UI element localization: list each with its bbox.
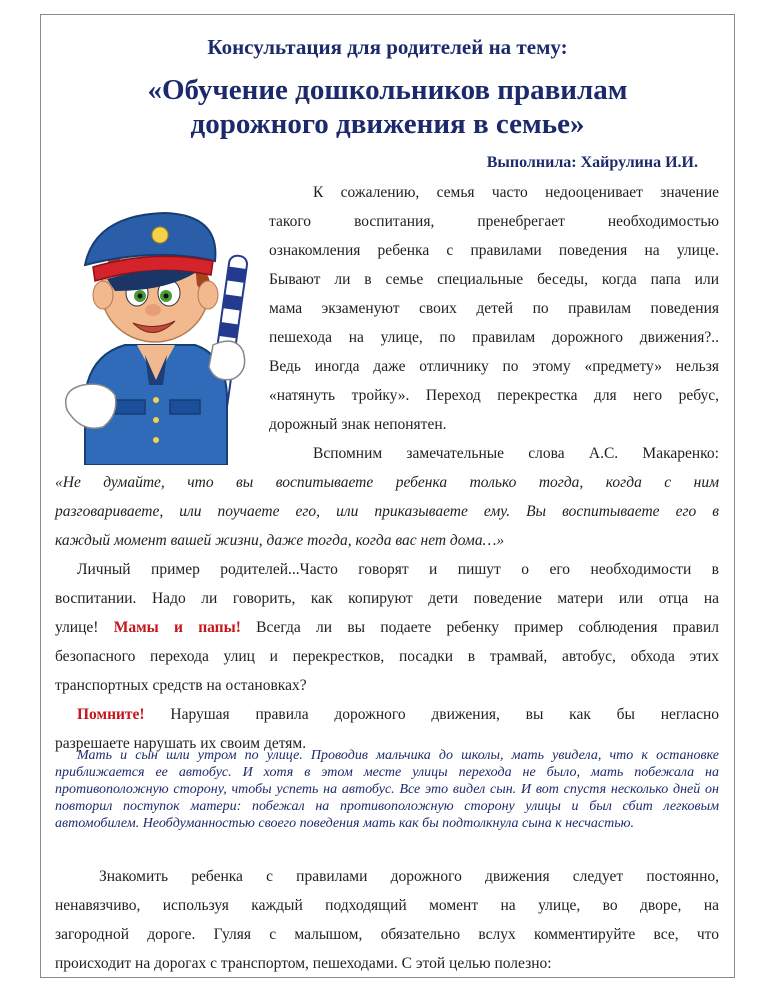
text-line: такого воспитания, пренебрегает необходимостью [269, 213, 719, 230]
text-line: Вспомним замечательные слова А.С. Макаренко: [313, 445, 719, 462]
text-line: Знакомить ребенка с правилами дорожного движения следует постоянно, [99, 868, 719, 885]
text-line: Ведь иногда даже отличнику по этому «предмету» нельзя [269, 358, 719, 375]
text-line: транспортных средств на остановках? [55, 677, 307, 694]
intro-column [269, 178, 719, 468]
text-line: безопасного перехода улиц и перекрестков, посадки в трамвай, автобус, обхода этих [55, 648, 719, 665]
author-credit: Выполнила: Хайрулина И.И. [486, 154, 698, 171]
text-line: Бывают ли в семье специальные беседы, когда папа или [269, 271, 719, 288]
text-line: «натянуть тройку». Переход перекрестка для него ребус, [269, 387, 719, 404]
text-line: пешехода на улице, по правилам дорожного движения?.. [269, 329, 719, 346]
text-line: ознакомления ребенка с правилами поведения на улице. [269, 242, 719, 259]
quote-line: каждый момент вашей жизни, даже тогда, когда вас нет дома…» [55, 532, 505, 549]
quote-line: разговариваете, или поучаете его, или приказываете ему. Вы воспитываете его в [55, 503, 719, 520]
highlight-remember: Помните! [77, 706, 145, 723]
text-line: происходит на дорогах с транспортом, пешеходами. С этой целью полезно: [55, 955, 552, 972]
text-line [55, 700, 719, 729]
text-fragment: улице! [55, 619, 99, 636]
title-line: дорожного движения в семье» [190, 108, 585, 140]
text-line: К сожалению, семья часто недооценивает значение [313, 184, 719, 201]
text-line: воспитании. Надо ли говорить, как копируют дети поведение матери или отца на [55, 590, 719, 607]
page-title [41, 73, 734, 141]
text-line: ненавязчиво, используя каждый подходящий момент на улице, во дворе, на [55, 897, 719, 914]
consultation-subtitle: Консультация для родителей на тему: [207, 35, 568, 59]
traffic-police-boy-illustration [45, 195, 269, 465]
story-example [55, 747, 719, 832]
title-line: «Обучение дошкольников правилам [147, 74, 628, 106]
story-text: Мать и сын шли утром по улице. Проводив мальчика до школы, мать увидела, что к остановке приближается ее автобус. И хотя в этом месте улицы перехода не было, мать побежала на противоположную сторону, чтобы успеть на автобус. Все это видел сын. И вот спустя несколько дней он повторил поступок матери: побежал на противоположную сторону улицы и был сбит легковым автомобилем. Необдуманностью своего поведения мать как бы подтолкнула сына к несчастью. [55, 748, 719, 831]
text-fragment: Всегда ли вы подаете ребенку пример соблюдения правил [256, 619, 720, 636]
parents-example-paragraph [55, 555, 719, 700]
quote-line: «Не думайте, что вы воспитываете ребенка только тогда, когда с ним [55, 474, 719, 491]
text-line [55, 613, 719, 642]
advice-paragraph [55, 862, 719, 978]
text-line: дорожный знак непонятен. [269, 416, 447, 433]
text-line: разрешаете нарушать их своим детям. [55, 735, 307, 752]
text-line: загородной дороге. Гуляя с малышом, обязательно вслух комментируйте все, что [55, 926, 719, 943]
text-line: мама экзаменуют своих детей по правилам поведения [269, 300, 719, 317]
makarenko-quote [55, 468, 719, 555]
consultation-page [40, 14, 735, 978]
highlight-parents: Мамы и папы! [113, 619, 241, 636]
text-line: Личный пример родителей...Часто говорят и пишут о его необходимости в [77, 561, 719, 578]
text-fragment: Нарушая правила дорожного движения, вы как бы негласно [170, 706, 719, 723]
